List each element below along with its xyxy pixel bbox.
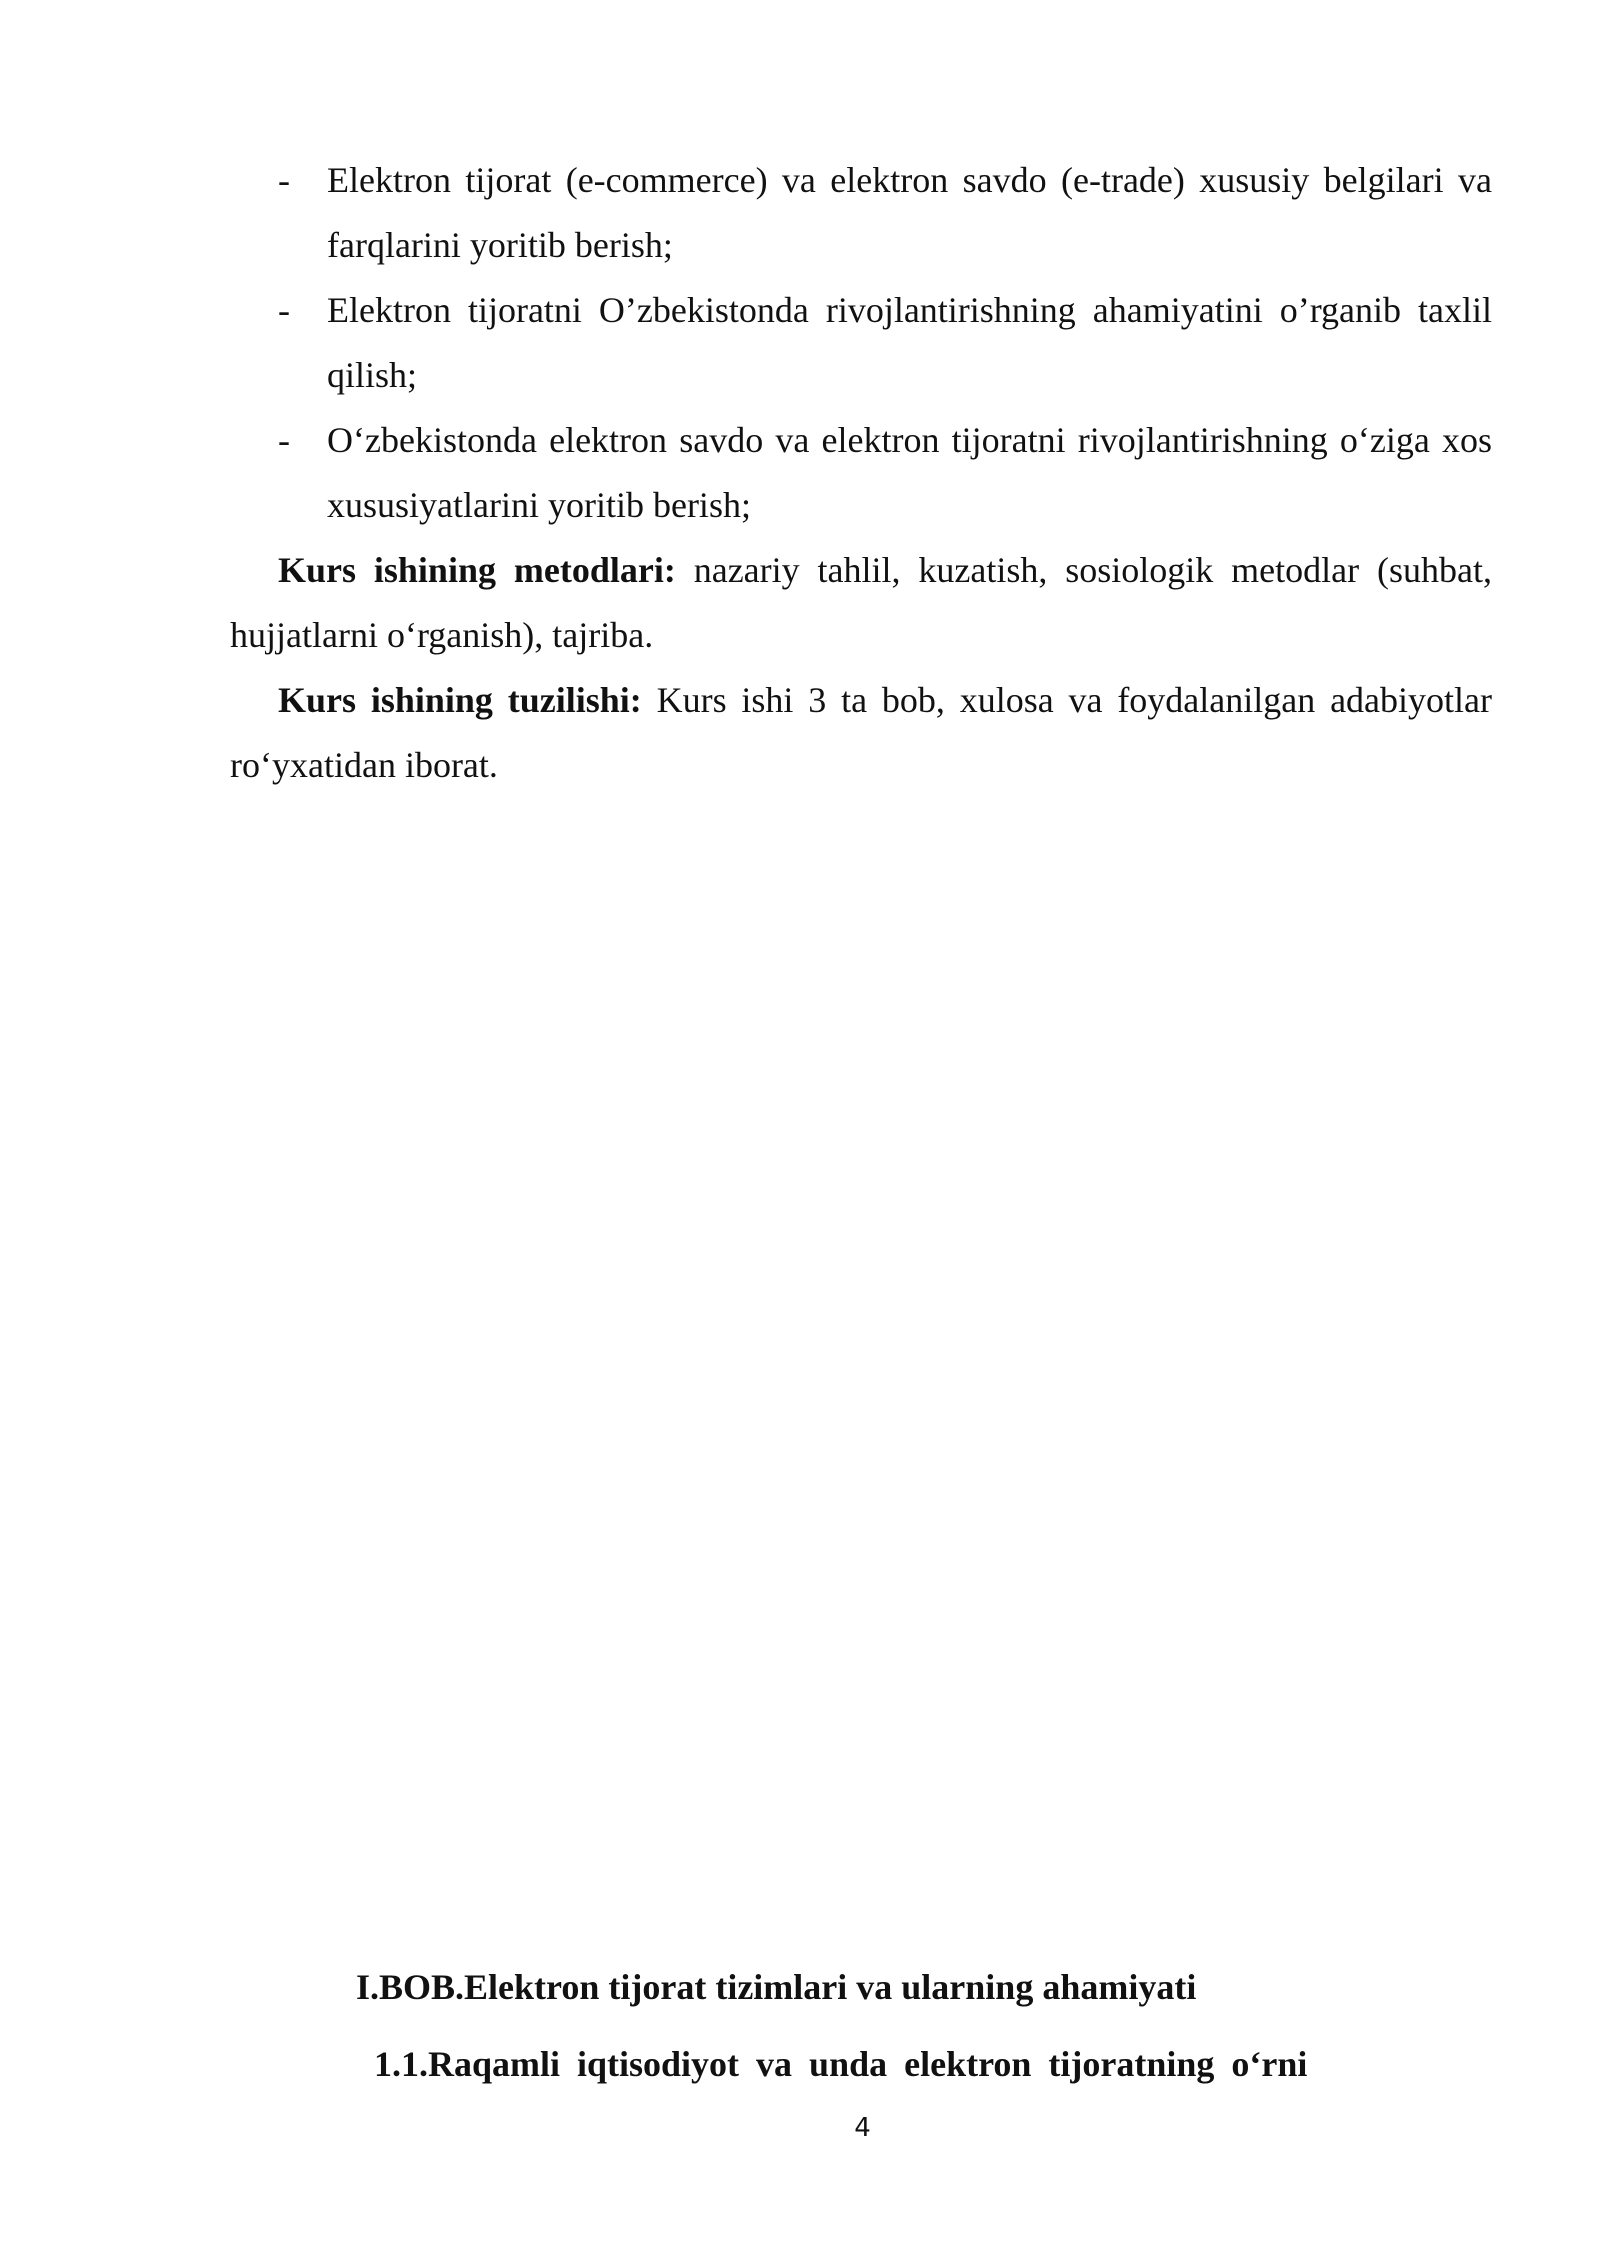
section-heading: 1.1.Raqamli iqtisodiyot va unda elektron tijoratning o‘rni (374, 2044, 1308, 2084)
bullet-text: Elektron tijoratni O’zbekistonda rivojlantirishning ahamiyatini o’rganib taxlil qilish; (327, 290, 1492, 395)
bullet-dash: - (278, 290, 290, 330)
page-body (230, 148, 1492, 798)
chapter-heading-text: I.BOB.Elektron tijorat tizimlari va ularning ahamiyati (356, 1967, 1197, 2007)
methods-paragraph (230, 538, 1492, 668)
structure-text: Kurs ishi 3 ta bob, xulosa va foydalanilgan adabiyotlar ro‘yxatidan iborat. (230, 680, 1492, 785)
methods-text: nazariy tahlil, kuzatish, sosiologik metodlar (suhbat, hujjatlarni o‘rganish), tajriba. (230, 550, 1492, 655)
bullet-text: Elektron tijorat (e-commerce) va elektron savdo (e-trade) xususiy belgilari va farqlarini yoritib berish; (327, 160, 1492, 265)
bullet-item-3 (230, 408, 1492, 538)
bullet-item-1 (230, 148, 1492, 278)
bullet-item-2 (230, 278, 1492, 408)
page-number: 4 (854, 2113, 871, 2143)
structure-label: Kurs ishining tuzilishi: (278, 680, 642, 720)
bullet-text: O‘zbekistonda elektron savdo va elektron tijoratni rivojlantirishning o‘ziga xos xususiyatlarini yoritib berish; (327, 420, 1492, 525)
bullet-dash: - (278, 420, 290, 460)
structure-paragraph (230, 668, 1492, 798)
bullet-dash: - (278, 160, 290, 200)
methods-label: Kurs ishining metodlari: (278, 550, 676, 590)
